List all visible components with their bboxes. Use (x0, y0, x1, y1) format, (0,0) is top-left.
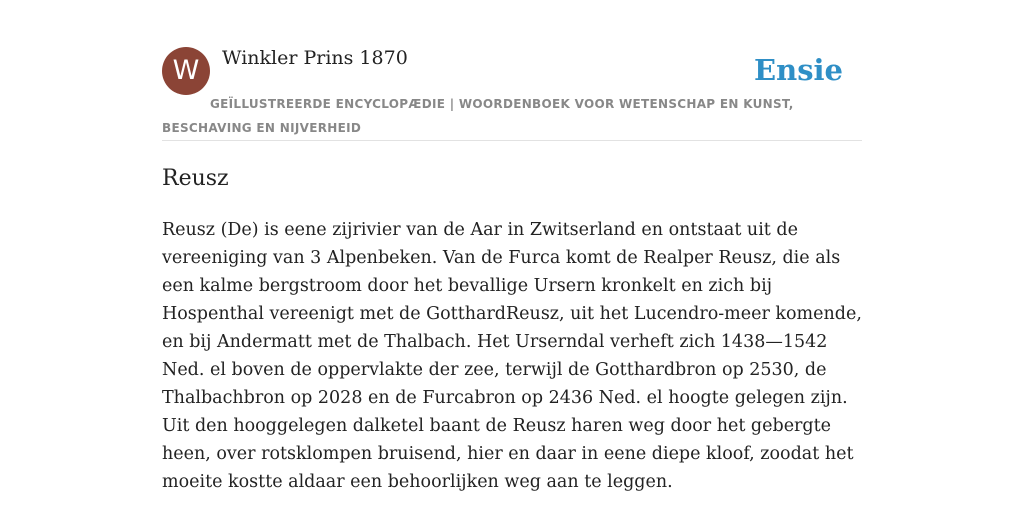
entry-title: Reusz (162, 166, 229, 191)
source-title-link[interactable]: Winkler Prins 1870 (222, 47, 408, 69)
ensie-logo-link[interactable]: Ensie (754, 53, 843, 87)
entry-body: Reusz (De) is eene zijrivier van de Aar in Zwitserland en ontstaat uit de vereeniging van 3 Alpenbeken. Van de Furca komt de Realper Reusz, die als een kalme bergstroom door het bevallige Ursern kronkelt en zich bij Hospenthal vereenigt met de GotthardReusz, uit het Lucendro-meer komende, en bij Andermatt met de Thalbach. Het Urserndal verheft zich 1438—1542 Ned. el boven de oppervlakte der zee, terwijl de Gotthardbron op 2530, de Thalbachbron op 2028 en de Furcabron op 2436 Ned. el hoogte gelegen zijn. Uit den hooggelegen dalketel baant de Reusz haren weg door het gebergte heen, over rotsklompen bruisend, hier en daar in eene diepe kloof, zoodat het moeite kostte aldaar een behoorlijken weg aan te leggen. (162, 220, 862, 492)
source-avatar[interactable]: W (162, 47, 210, 95)
source-header (162, 46, 862, 141)
source-subtitle: GEÏLLUSTREERDE ENCYCLOPÆDIE | WOORDENBOEK VOOR WETENSCHAP EN KUNST, BESCHAVING EN NIJVERHEID (162, 97, 794, 135)
